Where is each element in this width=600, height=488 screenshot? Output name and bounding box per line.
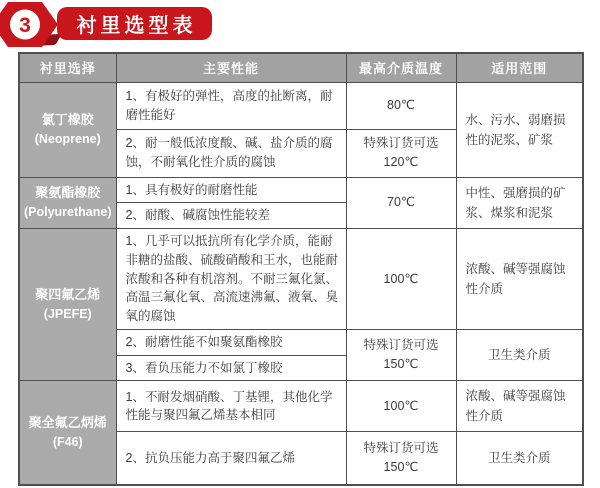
lining-name-en: (Neoprene) [34, 131, 101, 146]
performance-cell: 2、耐磨性能不如聚氨酯橡胶 [116, 329, 346, 355]
table-header-row [19, 53, 583, 82]
performance-cell: 3、看负压能力不如氯丁橡胶 [116, 355, 346, 381]
lining-name-cell [19, 82, 116, 177]
table-row [19, 381, 583, 432]
hexagon-number-badge-icon [0, 1, 59, 48]
temperature-cell: 100℃ [346, 381, 456, 432]
application-range-cell: 卫生类介质 [456, 329, 583, 381]
temperature-cell: 80℃ [346, 82, 456, 129]
lining-name: 聚全氟乙炳烯 [28, 414, 107, 430]
lining-name: 氯丁橡胶 [41, 111, 94, 127]
performance-cell: 1、不耐发烟硝酸、丁基锂，其他化学性能与聚四氟乙烯基本相同 [116, 381, 346, 432]
application-range-cell: 卫生类介质 [456, 432, 583, 485]
lining-name-cell [19, 229, 116, 381]
table-row [19, 177, 583, 203]
performance-cell: 2、耐一般低浓度酸、碱、盐介质的腐蚀，不耐氧化性介质的腐蚀 [116, 129, 346, 177]
column-header-lining: 衬里选择 [19, 53, 116, 82]
performance-cell: 2、抗负压能力高于聚四氟乙烯 [116, 432, 346, 485]
column-header-application: 适用范围 [456, 53, 583, 82]
temperature-cell: 特殊订货可选120℃ [346, 129, 456, 177]
lining-name-en: (JPEFE) [43, 307, 92, 321]
temperature-cell: 特殊订货可选150℃ [346, 432, 456, 485]
application-range-cell: 中性、强磨损的矿浆、煤浆和泥浆 [456, 177, 583, 229]
performance-cell: 2、耐酸、碱腐蚀性能较差 [116, 203, 346, 229]
lining-name-cell [19, 381, 116, 485]
column-header-max-temp: 最高介质温度 [346, 53, 456, 82]
application-range-cell: 水、污水、弱磨损性的泥浆、矿浆 [456, 82, 583, 177]
table-row [19, 229, 583, 330]
lining-name-cell [19, 177, 116, 229]
lining-name: 聚氨酯橡胶 [35, 184, 101, 200]
column-header-performance: 主要性能 [116, 53, 346, 82]
lining-name: 聚四氟乙烯 [35, 286, 101, 302]
badge-number: 3 [19, 14, 31, 37]
performance-cell: 1、几乎可以抵抗所有化学介质，能耐非糖的盐酸、硫酸硝酸和王水，也能耐浓酸和各种有机溶剂。不耐三氟化氯、高温三氟化氧、高流速沸氟、液氧、臭氧的腐蚀 [116, 229, 346, 330]
application-range-cell: 浓酸、碱等强腐蚀性介质 [456, 229, 583, 330]
performance-cell: 1、有极好的弹性，高度的扯断离，耐磨性能好 [116, 82, 346, 129]
temperature-cell: 100℃ [346, 229, 456, 330]
page-title: 衬里选型表 [57, 7, 212, 40]
application-range-cell: 浓酸、碱等强腐蚀性介质 [456, 381, 583, 432]
temperature-cell: 70℃ [346, 177, 456, 229]
performance-cell: 1、具有极好的耐磨性能 [116, 177, 346, 203]
lining-selection-table [18, 52, 584, 486]
lining-name-en: (Polyurethane) [23, 205, 112, 220]
page-header [0, 0, 600, 50]
temperature-cell: 特殊订货可选150℃ [346, 329, 456, 381]
table-row [19, 82, 583, 129]
lining-name-en: (F46) [52, 434, 83, 449]
